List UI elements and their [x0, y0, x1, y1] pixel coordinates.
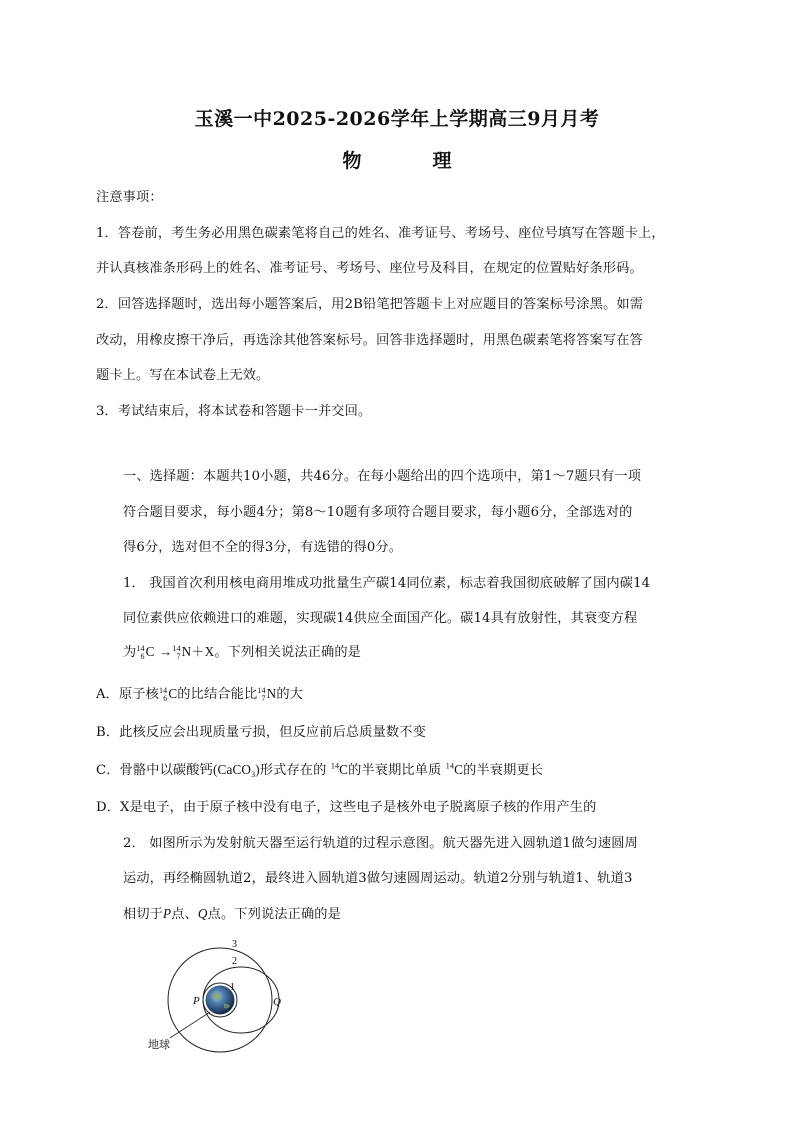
- orbit-1-label: 1: [230, 982, 235, 993]
- point-q-label: Q: [273, 996, 281, 1008]
- nitrogen-14-nuclide: 14 7 N: [172, 643, 192, 661]
- orbit-3-label: 3: [232, 939, 237, 950]
- notice-heading: 注意事项：: [96, 190, 163, 205]
- earth-label: 地球: [148, 1038, 170, 1051]
- question-1-line-2: 同位素供应依赖进口的难题，实现碳14供应全面国产化。碳14具有放射性，其衰变方程: [123, 611, 638, 626]
- question-1-line-1: 1． 我国首次利用核电商用堆成功批量生产碳14同位素，标志着我国彻底破解了国内碳14: [123, 576, 651, 591]
- option-a-nitrogen-nuclide: 14 7 N: [257, 685, 277, 703]
- orbit-2-label: 2: [232, 956, 237, 967]
- question-1-option-b: B．此核反应会出现质量亏损，但反应前后总质量数不变: [96, 725, 426, 740]
- equation-remainder: ＋X: [191, 644, 215, 659]
- exam-title: 玉溪一中2025-2026学年上学期高三9月月考: [194, 108, 600, 130]
- earth-pointer-line: [170, 1012, 210, 1038]
- question-2-line-1: 2． 如图所示为发射航天器至运行轨道的过程示意图。航天器先进入圆轨道1做匀速圆周: [123, 836, 638, 851]
- question-2-line-3: 相切于P点、Q点。下列说法正确的是: [123, 906, 341, 922]
- question-1-option-a: A．原子核 14 6 C的比结合能比 14 7 N的大: [96, 685, 304, 703]
- question-1-option-c: C．骨骼中以碳酸钙(CaCO$_3$)形式存在的 $^{14}$C的半衰期比单质 $^{14}$C的半衰期更长: [96, 761, 544, 779]
- question-1-equation-line: [123, 641, 361, 661]
- carbon-14-nuclide: 14 6 C: [136, 643, 155, 661]
- notice-item-1-line-1: 1．答卷前，考生务必用黑色碳素笔将自己的姓名、准考证号、考场号、座位号填写在答题卡上，: [96, 226, 665, 241]
- notice-item-1-line-2: 并认真核准条形码上的姓名、准考证号、考场号、座位号及科目，在规定的位置贴好条形码。: [96, 261, 643, 276]
- decay-arrow: →: [158, 644, 173, 659]
- notice-item-2-line-2: 改动，用橡皮擦干净后，再选涂其他答案标号。回答非选择题时，用黑色碳素笔将答案写在答: [96, 333, 643, 348]
- section-1-line-3: 得6分，选对但不全的得3分，有选错的得0分。: [123, 540, 403, 555]
- section-1-line-2: 符合题目要求，每小题4分；第8～10题有多项符合题目要求，每小题6分，全部选对的: [123, 505, 633, 520]
- subject-title: 物 理: [342, 150, 478, 172]
- question-2-line-2: 运动，再经椭圆轨道2，最终进入圆轨道3做匀速圆周运动。轨道2分别与轨道1、轨道3: [123, 871, 633, 886]
- equation-suffix: 。下列相关说法正确的是: [214, 645, 362, 660]
- question-1-option-d: D．X是电子，由于原子核中没有电子，这些电子是核外电子脱离原子核的作用产生的: [96, 800, 597, 815]
- point-p-label: P: [193, 995, 200, 1007]
- notice-item-2-line-1: 2．回答选择题时，选出每小题答案后，用2B铅笔把答题卡上对应题目的答案标号涂黑。如需: [96, 297, 644, 312]
- section-1-line-1: 一、选择题：本题共10小题，共46分。在每小题给出的四个选项中，第1～7题只有一项: [123, 469, 642, 484]
- equation-prefix: 为: [123, 645, 137, 660]
- option-a-carbon-nuclide: 14 6 C: [159, 685, 178, 703]
- orbit-diagram: [140, 938, 300, 1054]
- notice-item-2-line-3: 题卡上。写在本试卷上无效。: [96, 368, 270, 383]
- notice-item-3: 3．考试结束后，将本试卷和答题卡一并交回。: [96, 404, 372, 419]
